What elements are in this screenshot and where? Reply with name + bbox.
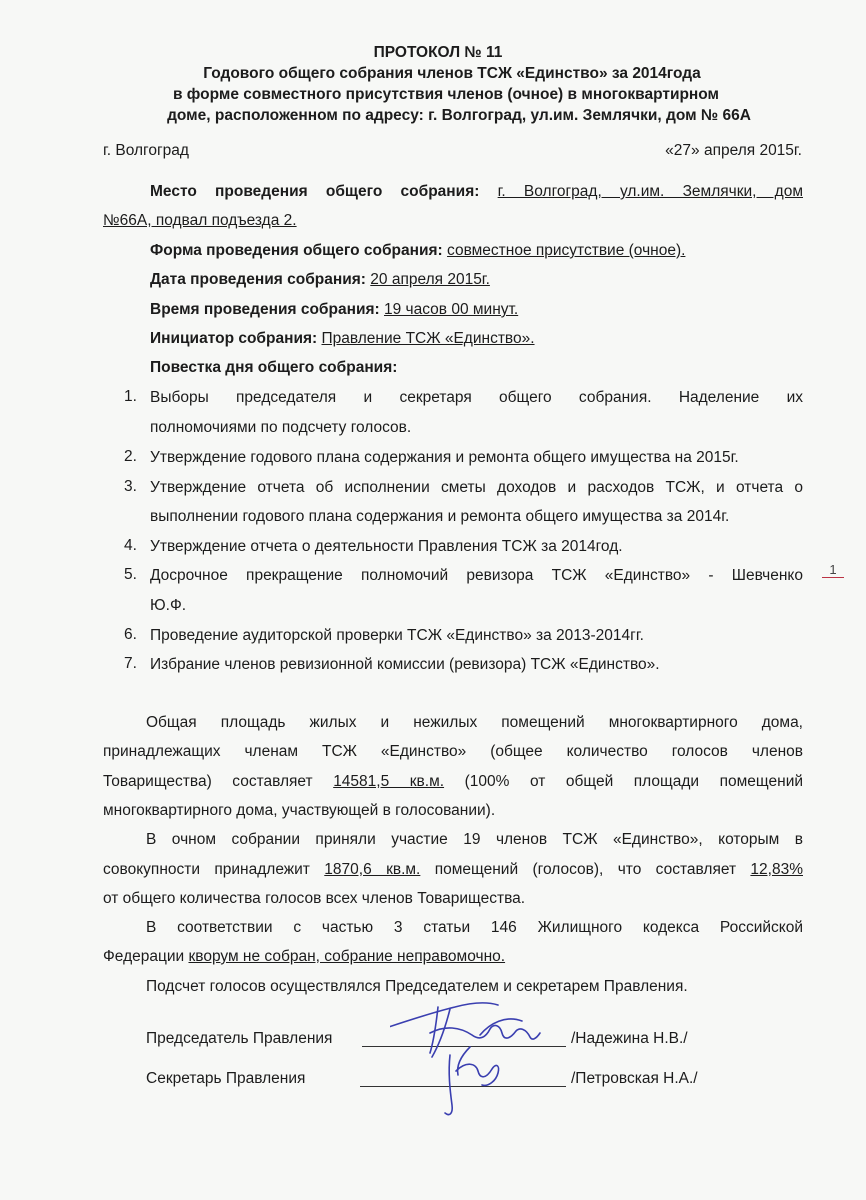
secretary-label: Секретарь Правления [146, 1070, 306, 1087]
location-line [150, 182, 803, 202]
agenda-item-number: 7. [124, 655, 137, 672]
total-area-value: 14581,5 кв.м. [333, 773, 445, 790]
initiator-line [150, 329, 535, 349]
agenda-item-text-cont: полномочиями по подсчету голосов. [150, 419, 412, 436]
agenda-item-text: Проведение аудиторской проверки ТСЖ «Единство» за 2013-2014гг. [150, 627, 644, 644]
area-paragraph-line: многоквартирного дома, участвующей в голосовании). [103, 802, 496, 819]
meeting-date-label: Дата проведения собрания: [150, 271, 366, 288]
margin-note: 1 [822, 562, 844, 578]
agenda-item-number: 6. [124, 626, 137, 643]
location-value: г. Волгоград, ул.им. Землячки, дом [497, 183, 803, 200]
document-header [0, 42, 866, 126]
initiator-label: Инициатор собрания: [150, 330, 318, 347]
agenda-item-text: Выборы председателя и секретаря общего собрания. Наделение их [150, 389, 803, 406]
attendance-paragraph-line: от общего количества голосов всех членов Товарищества. [103, 890, 526, 907]
location-line-2 [103, 211, 297, 231]
area-paragraph-line: принадлежащих членам ТСЖ «Единство» (общее количество голосов членов [103, 743, 803, 760]
signature-strokes [390, 1003, 540, 1115]
location-value-cont: №66А, подвал подъезда 2. [103, 212, 297, 229]
quorum-text: Федерации [103, 948, 189, 965]
date-line [150, 270, 490, 290]
agenda-item-text: Утверждение годового плана содержания и ремонта общего имущества на 2015г. [150, 449, 739, 466]
handwritten-signature [390, 995, 560, 1120]
attendance-percent: 12,83% [750, 861, 803, 878]
vote-counting-note: Подсчет голосов осуществлялся Председателем и секретарем Правления. [146, 978, 688, 995]
secretary-name: /Петровская Н.А./ [571, 1070, 698, 1087]
location-label: Место проведения общего собрания: [150, 183, 480, 200]
agenda-item-text: Утверждение отчета о деятельности Правления ТСЖ за 2014год. [150, 538, 623, 555]
agenda-item-number: 3. [124, 478, 137, 495]
area-paragraph-line: Общая площадь жилых и нежилых помещений многоквартирного дома, [146, 714, 803, 731]
area-text: (100% от общей площади помещений [444, 773, 804, 790]
meeting-time-label: Время проведения собрания: [150, 301, 380, 318]
document-subtitle-2: в форме совместного присутствия членов (очное) в многоквартирном [172, 86, 720, 103]
quorum-paragraph-line [103, 947, 505, 967]
meeting-time-value: 19 часов 00 минут. [384, 301, 519, 318]
agenda-item-text: Досрочное прекращение полномочий ревизора ТСЖ «Единство» - Шевченко [150, 567, 803, 584]
form-label: Форма проведения общего собрания: [150, 242, 443, 259]
area-paragraph-line [103, 772, 803, 792]
agenda-item-text: Утверждение отчета об исполнении сметы доходов и расходов ТСЖ, и отчета о [150, 479, 803, 496]
agenda-heading: Повестка дня общего собрания: [150, 359, 398, 376]
agenda-item-text-cont: выполнении годового плана содержания и ремонта общего имущества за 2014г. [150, 508, 730, 525]
attendance-text: совокупности принадлежит [103, 861, 325, 878]
agenda-item-text: Избрание членов ревизионной комиссии (ревизора) ТСЖ «Единство». [150, 656, 660, 673]
attendance-text: помещений (голосов), что составляет [420, 861, 751, 878]
document-subtitle-1: Годового общего собрания членов ТСЖ «Единство» за 2014года [203, 65, 701, 82]
attending-area-value: 1870,6 кв.м. [324, 861, 421, 878]
attendance-paragraph-line [103, 860, 803, 880]
agenda-item-number: 4. [124, 537, 137, 554]
chair-name: /Надежина Н.В./ [571, 1030, 688, 1047]
protocol-date: «27» апреля 2015г. [665, 142, 802, 159]
quorum-paragraph-line: В соответствии с частью 3 статьи 146 Жилищного кодекса Российской [146, 919, 803, 936]
attendance-paragraph-line: В очном собрании приняли участие 19 членов ТСЖ «Единство», которым в [146, 831, 803, 848]
area-text: Товарищества) составляет [103, 773, 334, 790]
agenda-item-number: 5. [124, 566, 137, 583]
document-subtitle-3: доме, расположенном по адресу: г. Волгоград, ул.им. Землячки, дом № 66А [167, 107, 751, 124]
meeting-date-value: 20 апреля 2015г. [370, 271, 490, 288]
agenda-item-number: 1. [124, 388, 137, 405]
document-title: ПРОТОКОЛ № 11 [373, 44, 503, 61]
time-line [150, 300, 518, 320]
initiator-value: Правление ТСЖ «Единство». [321, 330, 535, 347]
form-line [150, 241, 685, 261]
agenda-item-text-cont: Ю.Ф. [150, 597, 187, 614]
form-value: совместное присутствие (очное). [447, 242, 686, 259]
city: г. Волгоград [103, 142, 189, 159]
quorum-result: кворум не собран, собрание неправомочно. [188, 948, 506, 965]
chair-label: Председатель Правления [146, 1030, 333, 1047]
agenda-item-number: 2. [124, 448, 137, 465]
